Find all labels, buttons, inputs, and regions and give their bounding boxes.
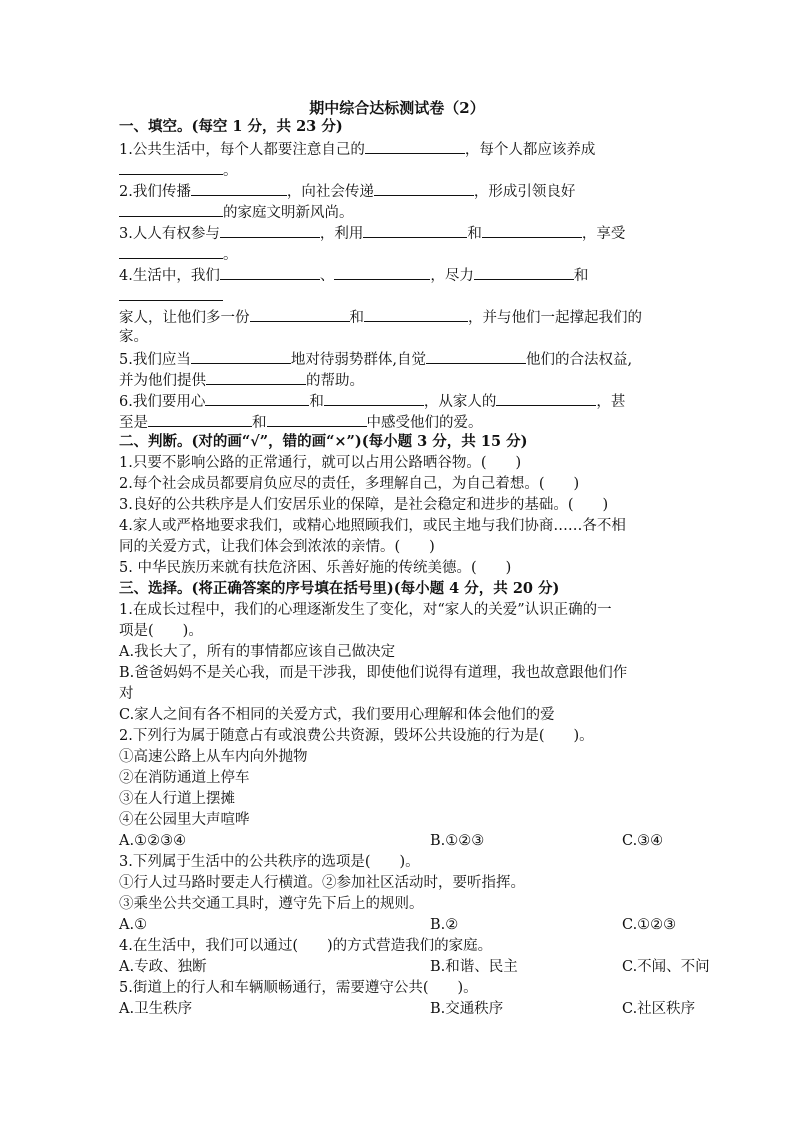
answer-blank[interactable] bbox=[119, 159, 223, 175]
answer-blank[interactable] bbox=[205, 390, 309, 406]
answer-blank[interactable] bbox=[191, 180, 287, 196]
answer-blank[interactable] bbox=[364, 306, 468, 322]
answer-blank[interactable] bbox=[426, 348, 526, 364]
choice-item: ③乘坐公共交通工具时，遵守先下后上的规则。 bbox=[119, 896, 424, 912]
page-title: 期中综合达标测试卷（2） bbox=[309, 99, 485, 117]
answer-blank[interactable] bbox=[220, 264, 320, 280]
choice-item: ②在消防通道上停车 bbox=[119, 770, 250, 786]
choice-item: ①高速公路上从车内向外抛物 bbox=[119, 749, 308, 765]
fill-question-4: 4.生活中，我们 、 ，尽力 和 bbox=[119, 264, 588, 286]
fill-question-5-cont: 并为他们提供 的帮助。 bbox=[119, 369, 364, 391]
fill-question-1-cont: 。 bbox=[119, 159, 238, 181]
choice-option-b: B.爸爸妈妈不是关心我，而是干涉我，即使他们说得有道理，我也故意跟他们作 bbox=[119, 665, 628, 681]
answer-blank[interactable] bbox=[374, 180, 474, 196]
choice-option-a: A.① bbox=[119, 917, 148, 933]
fill-question-4-cont3: 家。 bbox=[119, 329, 148, 345]
choice-option-a: A.卫生秩序 bbox=[119, 1001, 193, 1017]
fill-question-4-cont2: 家人，让他们多一份 和 ，并与他们一起撑起我们的 bbox=[119, 306, 642, 328]
judge-question-4: 4.家人或严格地要求我们，或精心地照顾我们，或民主地与我们协商……各不相 bbox=[119, 518, 626, 534]
choice-item: ①行人过马路时要走人行横道。②参加社区活动时，要听指挥。 bbox=[119, 875, 525, 891]
fill-question-2-cont: 的家庭文明新风尚。 bbox=[119, 201, 354, 223]
judge-question-1: 1.只要不影响公路的正常通行，就可以占用公路晒谷物。( ) bbox=[119, 455, 522, 471]
answer-blank[interactable] bbox=[334, 264, 430, 280]
fill-question-5: 5.我们应当 地对待弱势群体,自觉 他们的合法权益, bbox=[119, 348, 632, 370]
choice-option-b: B.和谐、民主 bbox=[430, 959, 518, 975]
choice-option-a: A.专政、独断 bbox=[119, 959, 207, 975]
answer-blank[interactable] bbox=[363, 222, 467, 238]
judge-question-3: 3.良好的公共秩序是人们安居乐业的保障，是社会稳定和进步的基础。( ) bbox=[119, 497, 609, 513]
choice-options-row bbox=[119, 999, 696, 1019]
answer-blank[interactable] bbox=[119, 285, 223, 301]
choice-item: ③在人行道上摆摊 bbox=[119, 791, 235, 807]
answer-blank[interactable] bbox=[496, 390, 596, 406]
answer-blank[interactable] bbox=[119, 243, 223, 259]
fill-question-2: 2.我们传播 ，向社会传递 ，形成引领良好 bbox=[119, 180, 575, 202]
section-3-header: 三、选择。(将正确答案的序号填在括号里)(每小题 4 分，共 20 分) bbox=[119, 580, 560, 597]
judge-question-2: 2.每个社会成员都要肩负应尽的责任，多理解自己，为自己着想。( ) bbox=[119, 476, 580, 492]
answer-blank[interactable] bbox=[119, 201, 223, 217]
fill-question-3: 3.人人有权参与 ，利用 和 ，享受 bbox=[119, 222, 625, 244]
answer-blank[interactable] bbox=[474, 264, 574, 280]
choice-option-b-cont: 对 bbox=[119, 686, 134, 702]
choice-item: ④在公园里大声喧哗 bbox=[119, 812, 250, 828]
answer-blank[interactable] bbox=[206, 369, 306, 385]
answer-blank[interactable] bbox=[482, 222, 582, 238]
answer-blank[interactable] bbox=[267, 411, 367, 427]
choice-options-row bbox=[119, 915, 677, 935]
answer-blank[interactable] bbox=[324, 390, 424, 406]
answer-blank[interactable] bbox=[191, 348, 291, 364]
choice-option-b: B.交通秩序 bbox=[430, 1001, 504, 1017]
fill-question-4-cont bbox=[119, 285, 223, 307]
choice-question-3: 3.下列属于生活中的公共秩序的选项是( )。 bbox=[119, 854, 420, 870]
answer-blank[interactable] bbox=[148, 411, 252, 427]
section-2-header: 二、判断。(对的画“√”，错的画“×”)(每小题 3 分，共 15 分) bbox=[119, 433, 528, 450]
choice-question-2: 2.下列行为属于随意占有或浪费公共资源，毁坏公共设施的行为是( )。 bbox=[119, 728, 594, 744]
fill-question-6: 6.我们要用心 和 ，从家人的 ，甚 bbox=[119, 390, 625, 412]
choice-option-a: A.我长大了，所有的事情都应该自己做决定 bbox=[119, 644, 396, 660]
answer-blank[interactable] bbox=[220, 222, 320, 238]
answer-blank[interactable] bbox=[250, 306, 350, 322]
choice-question-1-cont: 项是( )。 bbox=[119, 623, 203, 639]
fill-question-3-cont: 。 bbox=[119, 243, 238, 265]
choice-options-row bbox=[119, 831, 664, 851]
choice-option-c: C.社区秩序 bbox=[622, 1001, 696, 1017]
section-1-header: 一、填空。(每空 1 分，共 23 分) bbox=[119, 118, 343, 135]
judge-question-4-cont: 同的关爱方式，让我们体会到浓浓的亲情。( ) bbox=[119, 539, 435, 555]
choice-option-c: C.家人之间有各不相同的关爱方式，我们要用心理解和体会他们的爱 bbox=[119, 707, 555, 723]
choice-question-4: 4.在生活中，我们可以通过( )的方式营造我们的家庭。 bbox=[119, 938, 493, 954]
choice-option-c: C.①②③ bbox=[622, 917, 677, 933]
judge-question-5: 5. 中华民族历来就有扶危济困、乐善好施的传统美德。( ) bbox=[119, 560, 512, 576]
choice-question-1: 1.在成长过程中，我们的心理逐渐发生了变化，对“家人的关爱”认识正确的一 bbox=[119, 602, 612, 618]
choice-option-a: A.①②③④ bbox=[119, 833, 187, 849]
fill-question-6-cont: 至是 和 中感受他们的爱。 bbox=[119, 411, 483, 433]
choice-question-5: 5.街道上的行人和车辆顺畅通行，需要遵守公共( )。 bbox=[119, 980, 478, 996]
choice-option-c: C.③④ bbox=[622, 833, 664, 849]
answer-blank[interactable] bbox=[365, 138, 465, 154]
choice-options-row bbox=[119, 957, 710, 977]
choice-option-b: B.①②③ bbox=[430, 833, 485, 849]
choice-option-c: C.不闻、不问 bbox=[622, 959, 710, 975]
choice-option-b: B.② bbox=[430, 917, 459, 933]
fill-question-1: 1.公共生活中，每个人都要注意自己的 ，每个人都应该养成 bbox=[119, 138, 595, 160]
